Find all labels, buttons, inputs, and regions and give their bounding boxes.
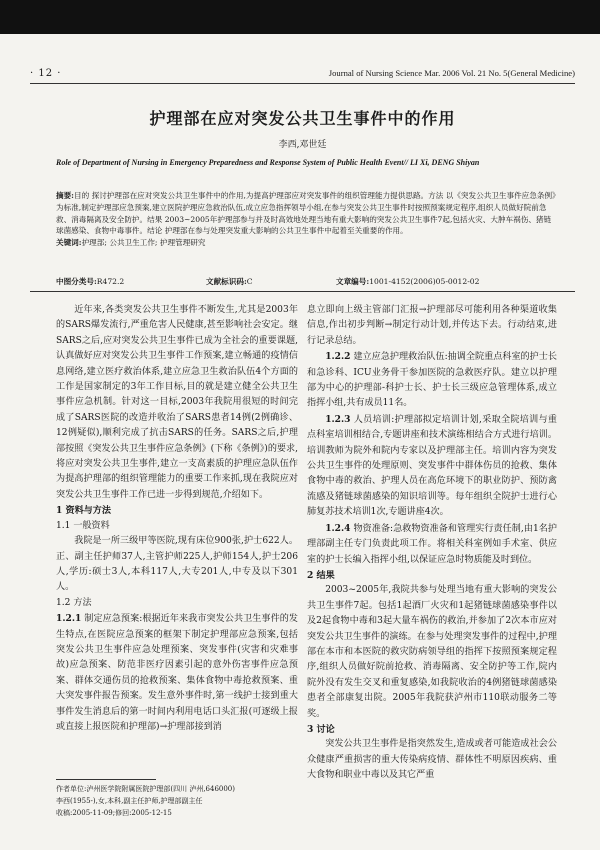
header-rule [30,83,575,84]
article-authors: 李西,邓世廷 [278,140,327,150]
english-title: Role of Department of Nursing in Emergency Preparedness and Response System of Public Health Event// LI Xi, DENG Shiyan [56,158,480,167]
subsection-number-124: 1.2.4 [325,522,351,534]
doc-code: C [246,277,253,286]
training-paragraph: 人员培训:护理部拟定培训计划,采取全院培训与重点科室培训相结合,专题讲座和技术演练相结合方式进行培训。培训教师为院外和院内专家以及护理部主任。培训内容为突发公共卫生事件的处理原则、突发事件中群体伤员的抢救、集体食物中毒的救治、护理人员在高危环境下的职业防护、预防禽流感及猪链球菌感染的知识培训等。每年组织全院护士进行心肺复苏技术培训1次,专题讲座4次。 [307,414,557,518]
subsection-number-121: 1.2.1 [56,613,82,625]
article-no-label: 文章编号: [336,277,370,286]
discussion-paragraph: 突发公共卫生事件是指突然发生,造成或者可能造成社会公众健康严重损害的重大传染病疫情、群体性不明原因疾病、重大食物和职业中毒以及其它严重 [307,739,557,781]
author-bio: 李西(1955-),女,本科,副主任护师,护理部副主任 [56,797,203,805]
abstract-rule [30,291,575,292]
received-dates: 收稿:2005-11-09;修回:2005-12-15 [56,809,172,817]
section-heading-results: 2 结果 [307,569,335,581]
left-column [56,303,298,735]
journal-info: Journal of Nursing Science Mar. 2006 Vol. 21 No. 5(General Medicine) [328,68,575,78]
general-info-paragraph: 我院是一所三级甲等医院,现有床位900张,护士622人。正、副主任护师37人,主管护师225人,护师154人,护士206人,学历:硕士3人,本科117人,大专201人,中专及以下301人。 [56,536,298,593]
subsection-heading-general: 1.1 一般资料 [56,520,110,531]
section-heading-discussion: 3 讨论 [307,723,335,735]
keywords: 护理部; 公共卫生工作; 护理管理研究 [81,238,206,248]
scan-top-border [0,0,600,34]
subsection-number-122: 1.2.2 [325,351,351,363]
subsection-heading-method: 1.2 方法 [56,597,92,608]
subsection-number-123: 1.2.3 [325,413,351,425]
author-affiliation: 作者单位:泸州医学院附属医院护理部(四川 泸州,646000) [56,785,235,793]
right-column [307,303,557,784]
abstract-block [56,190,556,249]
emergency-plan-paragraph: 制定应急预案:根据近年来我市突发公共卫生事件的发生特点,在医院应急预案的框架下制定护理部应急预案,包括突发公共卫生事件应急处理预案、突发事件(灾害和灾难事故)应急预案、防范非医疗因素引起的意外伤害事件应急预案、群体交通伤员的抢救预案、集体食物中毒抢救预案、重大突发事件报告预案。发生意外事件时,第一线护士接到重大事件发生消息后的第一时间内利用电话口头汇报(可逐级上报或直接上报医院和护理部)→护理部接到消 [56,614,298,732]
clc-label: 中图分类号: [56,277,97,286]
section-heading-methods: 1 资料与方法 [56,505,111,517]
footnote-rule [56,779,156,780]
team-paragraph: 建立应急护理救治队伍:抽调全院重点科室的护士长和急诊科、ICU业务骨干参加医院的急救医疗队。建立以护理部为中心的护理部-科护士长、护士长三级应急管理体系,成立指挥小组,共有成员11名。 [307,352,557,409]
abstract-text: 目的 探讨护理部在应对突发公共卫生事件中的作用,为提高护理部应对突发事件的组织管理能力提供思路。方法 以《突发公共卫生事件应急条例》为标准,制定护理部应急预案,建立医院护理应急救治队伍,成立应急指挥领导小组,在参与突发公共卫生事件时按照预案规定程序,组织人员做好院前急救、消毒隔离及安全防护。结果 2003~2005年护理部参与并及时高效地处理当地有重大影响的突发公共卫生事件7起,包括火灾、大肿车祸伤、猪链球菌感染、食物中毒事件。结论 护理部在参与处理突发重大影响的公共卫生事件中起着至关重要的作用。 [56,191,556,236]
page-number: · 12 · [30,68,62,79]
abstract-label: 摘要: [56,191,74,200]
footnote-block [56,783,298,819]
clc-code: R472.2 [96,277,125,286]
results-paragraph: 2003~2005年,我院共参与处理当地有重大影响的突发公共卫生事件7起。包括1起酒厂火灾和1起猪链球菌感染事件以及2起食物中毒和3起大量车祸伤的救治,并参加了2次本市应对突发公共卫生事件的演练。在参与处理突发事件的过程中,护理部在本市和本医院的救灾防病领导组的指挥下按照预案规定程序,组织人员做好院前抢救、消毒隔离、安全防护等工作,院内院外没有发生交叉和重复感染,如我院收治的4例猪链球菌感染患者全部康复出院。2005年我院获泸州市110联动服务二等奖。 [307,585,557,719]
doc-code-label: 文献标识码: [206,277,247,286]
continued-paragraph: 息立即向上级主管部门汇报→护理部尽可能利用各种渠道收集信息,作出初步判断→制定行动计划,并传达下去。行动结束,进行记录总结。 [307,305,557,346]
keywords-label: 关键词: [56,238,82,248]
article-title: 护理部在应对突发公共卫生事件中的作用 [149,109,456,128]
article-no: 1001-4152(2006)05-0012-02 [369,277,480,286]
intro-paragraph: 近年来,各类突发公共卫生事件不断发生,尤其是2003年的SARS爆发流行,严重危害人民健康,甚至影响社会安定。继SARS之后,应对突发公共卫生事件已成为全社会的重要课题,认真做好应对突发公共卫生事件工作预案,建立畅通的疫情信息网络,建立医疗救治体系,建立应急卫生救治队伍4个方面的工作是国家制定的3年工作目标,目的就是建立健全公共卫生事件应急机制。针对这一目标,2003年我院用很短的时间完成了SARS医院的改造并收治了SARS患者14例(2例确诊、12例疑似),顺利完成了抗击SARS的任务。SARS之后,护理部按照《突发公共卫生事件应急条例》(下称《条例》)的要求,将应对突发公共卫生事件,建立一支高素质的护理应急队伍作为提高护理部的组织管理能力的重要工作来抓,现在我院应对突发公共卫生事件工作已进一步得到规范,介绍如下。 [56,305,298,500]
supplies-paragraph: 物资准备:急救物资准备和管理实行责任制,由1名护理部副主任专门负责此项工作。将相关科室例如手术室、供应室的护士长编入指挥小组,以保证应急时物质能及时到位。 [307,523,557,565]
